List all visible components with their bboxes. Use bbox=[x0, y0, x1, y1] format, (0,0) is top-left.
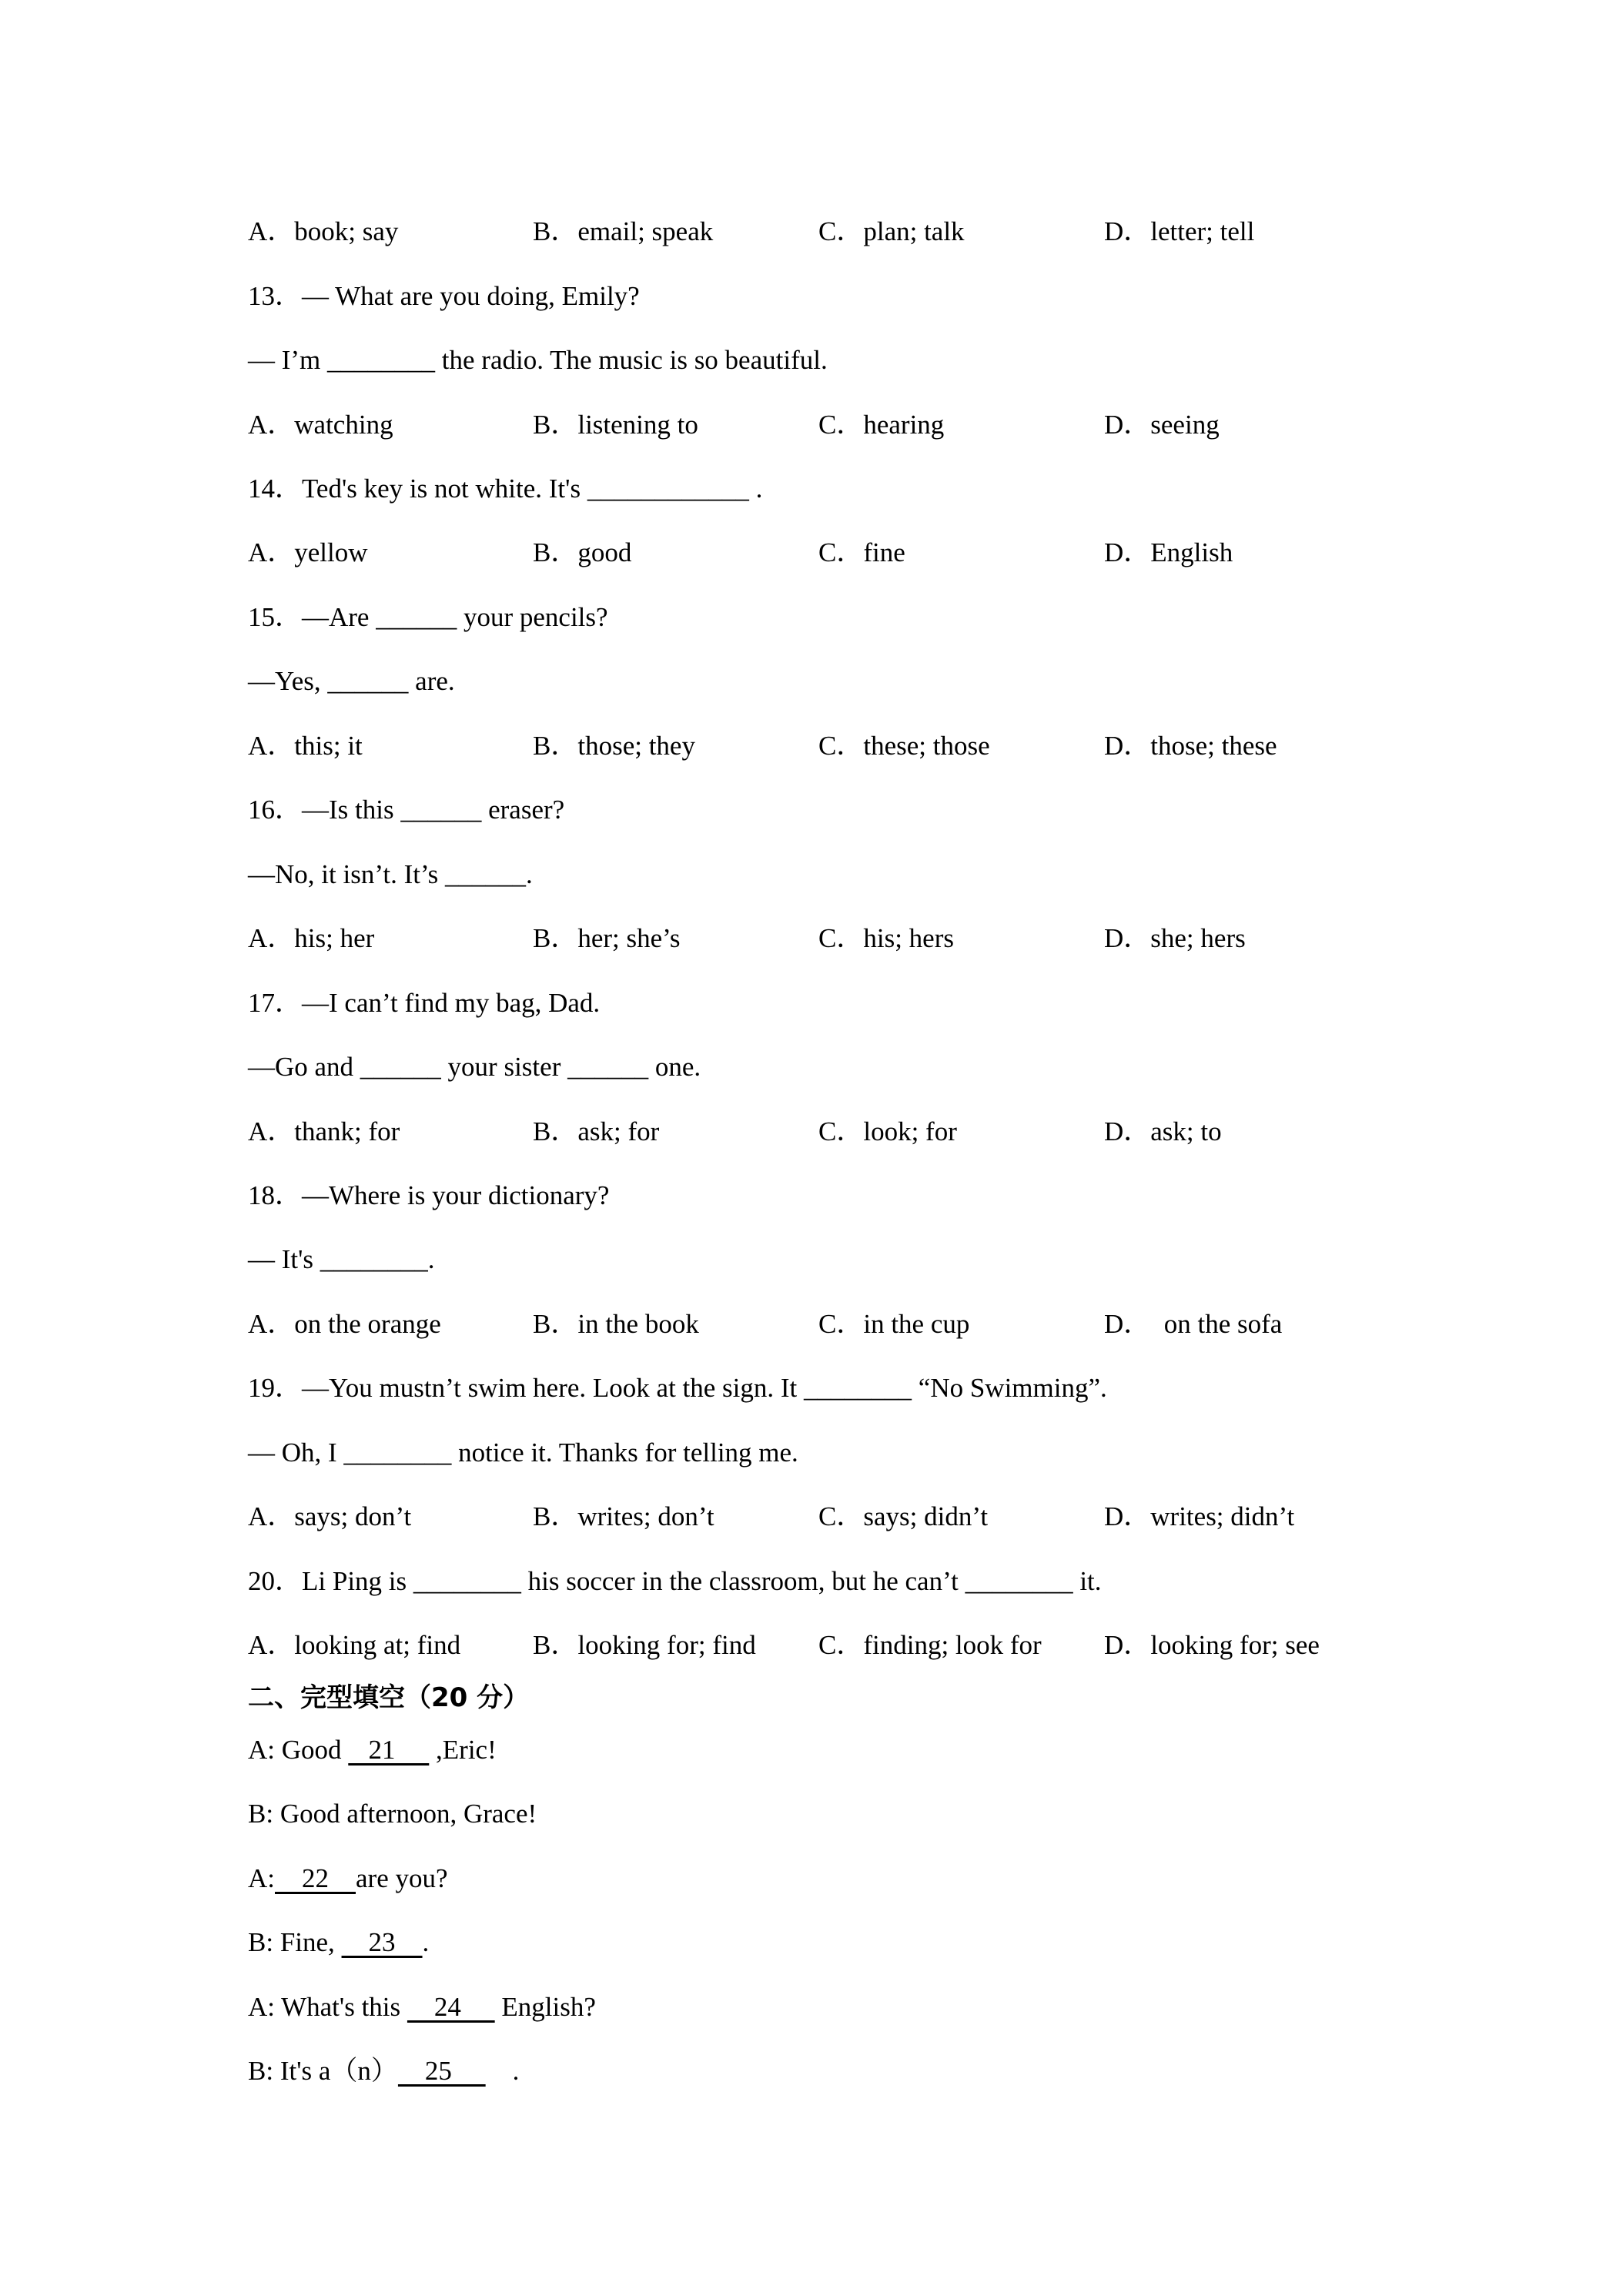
q14-option-c: C．fine bbox=[818, 537, 905, 567]
dialogue-text: are you? bbox=[356, 1863, 448, 1893]
q16-option-d: D．she; hers bbox=[1104, 923, 1246, 953]
q16-option-a: A．his; her bbox=[248, 923, 375, 953]
q20-stem: 20．Li Ping is ________ his soccer in the classroom, but he can’t ________ it. bbox=[248, 1566, 1102, 1596]
dialogue-text: . bbox=[485, 2056, 520, 2086]
q20-option-b: B．looking for; find bbox=[533, 1630, 756, 1660]
dialogue-line-2: B: Good afternoon, Grace! bbox=[248, 1799, 537, 1829]
q17-option-d: D．ask; to bbox=[1104, 1116, 1222, 1146]
q18-options bbox=[248, 1307, 1480, 1341]
dialogue-line-4 bbox=[248, 1926, 429, 1960]
q15-option-d: D．those; these bbox=[1104, 731, 1277, 761]
q14-stem: 14．Ted's key is not white. It's ____________ . bbox=[248, 474, 763, 504]
q18-option-d: D． on the sofa bbox=[1104, 1309, 1283, 1339]
q14-option-a: A．yellow bbox=[248, 537, 368, 567]
q20-option-a: A．looking at; find bbox=[248, 1630, 461, 1660]
q16-options bbox=[248, 922, 1480, 956]
q13-option-b: B．listening to bbox=[533, 410, 698, 440]
dialogue-line-1 bbox=[248, 1733, 497, 1767]
q19-options bbox=[248, 1500, 1480, 1534]
dialogue-line-5 bbox=[248, 1990, 596, 2024]
q12-options bbox=[248, 215, 1480, 249]
q13-line2: — I’m ________ the radio. The music is so beautiful. bbox=[248, 345, 828, 375]
blank-21: 21 bbox=[348, 1735, 430, 1765]
q13-option-d: D．seeing bbox=[1104, 410, 1220, 440]
q16-option-c: C．his; hers bbox=[818, 923, 954, 953]
q12-option-d: D．letter; tell bbox=[1104, 216, 1255, 246]
q19-line2: — Oh, I ________ notice it. Thanks for telling me. bbox=[248, 1438, 798, 1468]
dialogue-text: A: Good bbox=[248, 1735, 349, 1765]
q14-option-b: B．good bbox=[533, 537, 632, 567]
q19-option-d: D．writes; didn’t bbox=[1104, 1501, 1295, 1531]
q18-option-b: B．in the book bbox=[533, 1309, 699, 1339]
q20-option-d: D．looking for; see bbox=[1104, 1630, 1320, 1660]
q17-line2: —Go and ______ your sister ______ one. bbox=[248, 1052, 701, 1082]
q14-options bbox=[248, 536, 1480, 570]
dialogue-text: . bbox=[422, 1927, 430, 1957]
blank-22: 22 bbox=[275, 1863, 356, 1893]
q13-option-c: C．hearing bbox=[818, 410, 945, 440]
q15-line2: —Yes, ______ are. bbox=[248, 666, 455, 696]
section-title-cloze: 二、完型填空（20 分） bbox=[248, 1682, 530, 1713]
dialogue-line-3 bbox=[248, 1862, 448, 1896]
q17-option-a: A．thank; for bbox=[248, 1116, 400, 1146]
q13-option-a: A．watching bbox=[248, 410, 393, 440]
dialogue-text: B: It's a（n） bbox=[248, 2056, 398, 2086]
q18-option-a: A．on the orange bbox=[248, 1309, 441, 1339]
q16-line2: —No, it isn’t. It’s ______. bbox=[248, 859, 533, 889]
dialogue-text: A: What's this bbox=[248, 1992, 407, 2022]
q15-options bbox=[248, 729, 1480, 763]
q17-option-b: B．ask; for bbox=[533, 1116, 660, 1146]
q12-option-b: B．email; speak bbox=[533, 216, 714, 246]
q16-option-b: B．her; she’s bbox=[533, 923, 681, 953]
q20-options bbox=[248, 1628, 1480, 1662]
blank-24: 24 bbox=[407, 1992, 495, 2022]
q19-option-c: C．says; didn’t bbox=[818, 1501, 989, 1531]
q18-stem: 18．—Where is your dictionary? bbox=[248, 1180, 610, 1210]
dialogue-text: B: Fine, bbox=[248, 1927, 342, 1957]
q17-option-c: C．look; for bbox=[818, 1116, 957, 1146]
q15-stem: 15．—Are ______ your pencils? bbox=[248, 602, 608, 632]
q20-option-c: C．finding; look for bbox=[818, 1630, 1042, 1660]
blank-25: 25 bbox=[397, 2056, 486, 2086]
q15-option-c: C．these; those bbox=[818, 731, 990, 761]
q15-option-a: A．this; it bbox=[248, 731, 363, 761]
q19-option-a: A．says; don’t bbox=[248, 1501, 412, 1531]
blank-23: 23 bbox=[341, 1927, 423, 1957]
q15-option-b: B．those; they bbox=[533, 731, 695, 761]
dialogue-text: English? bbox=[494, 1992, 596, 2022]
q12-option-a: A．book; say bbox=[248, 216, 399, 246]
q14-option-d: D．English bbox=[1104, 537, 1233, 567]
dialogue-text: ,Eric! bbox=[429, 1735, 497, 1765]
dialogue-text: A: bbox=[248, 1863, 275, 1893]
q12-option-c: C．plan; talk bbox=[818, 216, 965, 246]
dialogue-line-6 bbox=[248, 2054, 519, 2088]
q19-option-b: B．writes; don’t bbox=[533, 1501, 714, 1531]
q18-line2: — It's ________. bbox=[248, 1244, 435, 1274]
q19-stem: 19．—You mustn’t swim here. Look at the sign. It ________ “No Swimming”. bbox=[248, 1373, 1107, 1403]
q16-stem: 16．—Is this ______ eraser? bbox=[248, 795, 565, 825]
q17-stem: 17．—I can’t find my bag, Dad. bbox=[248, 988, 601, 1018]
q13-options bbox=[248, 408, 1480, 442]
q13-stem: 13．— What are you doing, Emily? bbox=[248, 281, 640, 311]
q17-options bbox=[248, 1115, 1480, 1149]
q18-option-c: C．in the cup bbox=[818, 1309, 970, 1339]
